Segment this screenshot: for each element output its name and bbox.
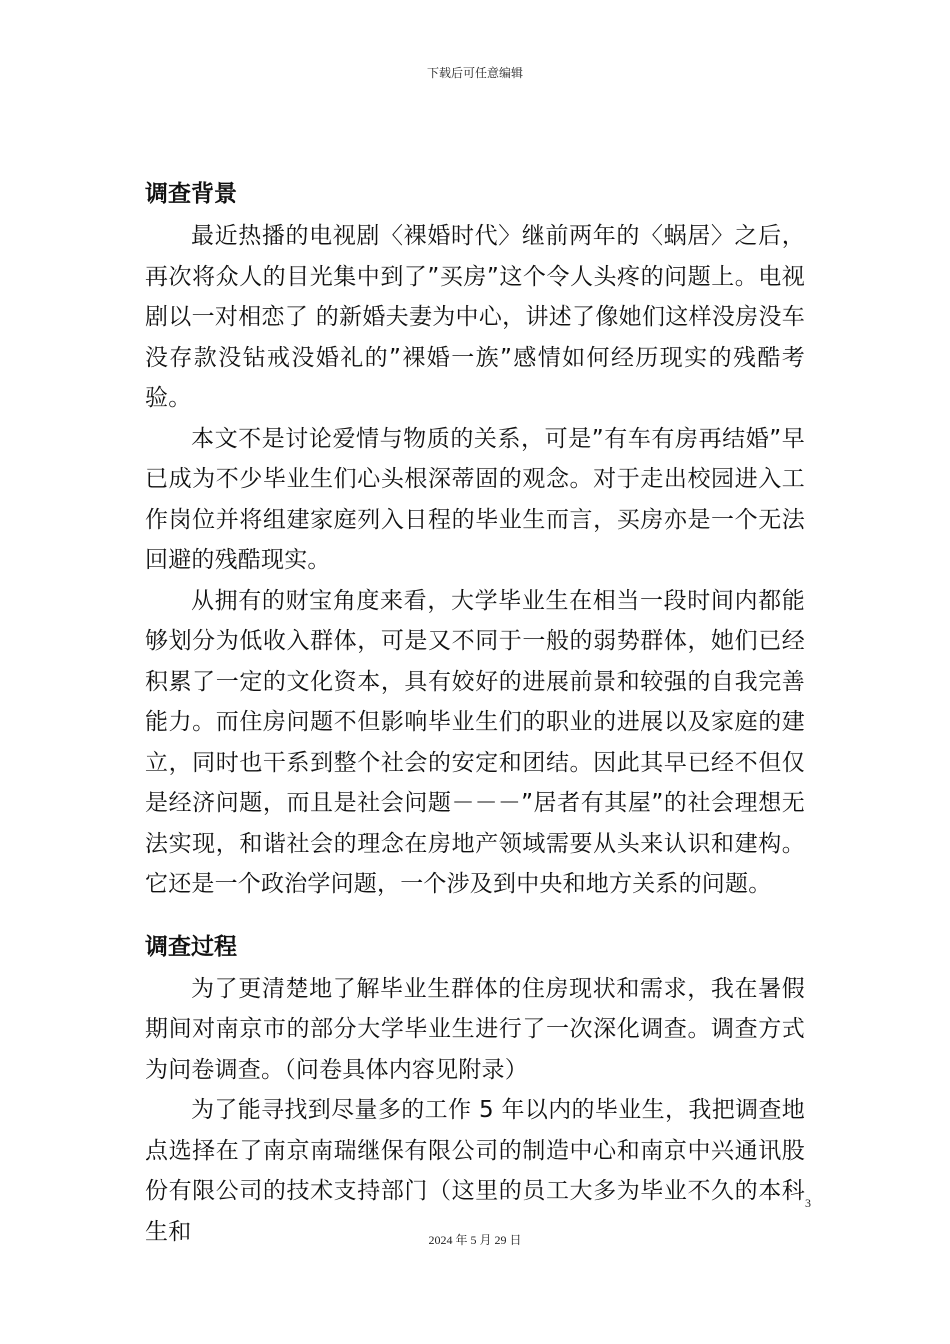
paragraph: 为了能寻找到尽量多的工作 5 年以内的毕业生，我把调查地点选择在了南京南瑞继保有限公司的制造中心和南京中兴通讯股份有限公司的技术支持部门（这里的员工大多为毕业不久的本科生和	[145, 1097, 805, 1245]
paragraph: 本文不是讨论爱情与物质的关系，可是”有车有房再结婚”早已成为不少毕业生们心头根深蒂固的观念。对于走出校园进入工作岗位并将组建家庭列入日程的毕业生而言，买房亦是一个无法回避的残酷现实。	[145, 425, 805, 573]
footer-date: 2024 年 5 月 29 日	[428, 1233, 522, 1247]
section-title-process: 调查过程	[145, 933, 237, 960]
paragraph: 最近热播的电视剧〈裸婚时代〉继前两年的〈蜗居〉之后，再次将众人的目光集中到了”买房”这个令人头疼的问题上。电视剧以一对相恋了 的新婚夫妻为中心，讲述了像她们这样没房没车没存款没钻戒没婚礼的”裸婚一族”感情如何经历现实的残酷考验。	[145, 223, 805, 411]
section-title-background: 调查背景	[145, 181, 237, 207]
document-body	[145, 172, 805, 1252]
header-note: 下载后可任意编辑	[426, 66, 523, 80]
page-number: 3	[805, 1196, 811, 1210]
paragraph: 从拥有的财宝角度来看，大学毕业生在相当一段时间内都能够划分为低收入群体，可是又不同于一般的弱势群体，她们已经积累了一定的文化资本，具有姣好的进展前景和较强的自我完善能力。而住房问题不但影响毕业生们的职业的进展以及家庭的建立，同时也干系到整个社会的安定和团结。因此其早已经不但仅是经济问题，而且是社会问题－－－”居者有其屋”的社会理想无法实现，和谐社会的理念在房地产领域需要从头来认识和建构。它还是一个政治学问题，一个涉及到中央和地方关系的问题。	[145, 587, 805, 897]
paragraph: 为了更清楚地了解毕业生群体的住房现状和需求，我在暑假期间对南京市的部分大学毕业生进行了一次深化调查。调查方式为问卷调查。（问卷具体内容见附录）	[145, 975, 805, 1083]
